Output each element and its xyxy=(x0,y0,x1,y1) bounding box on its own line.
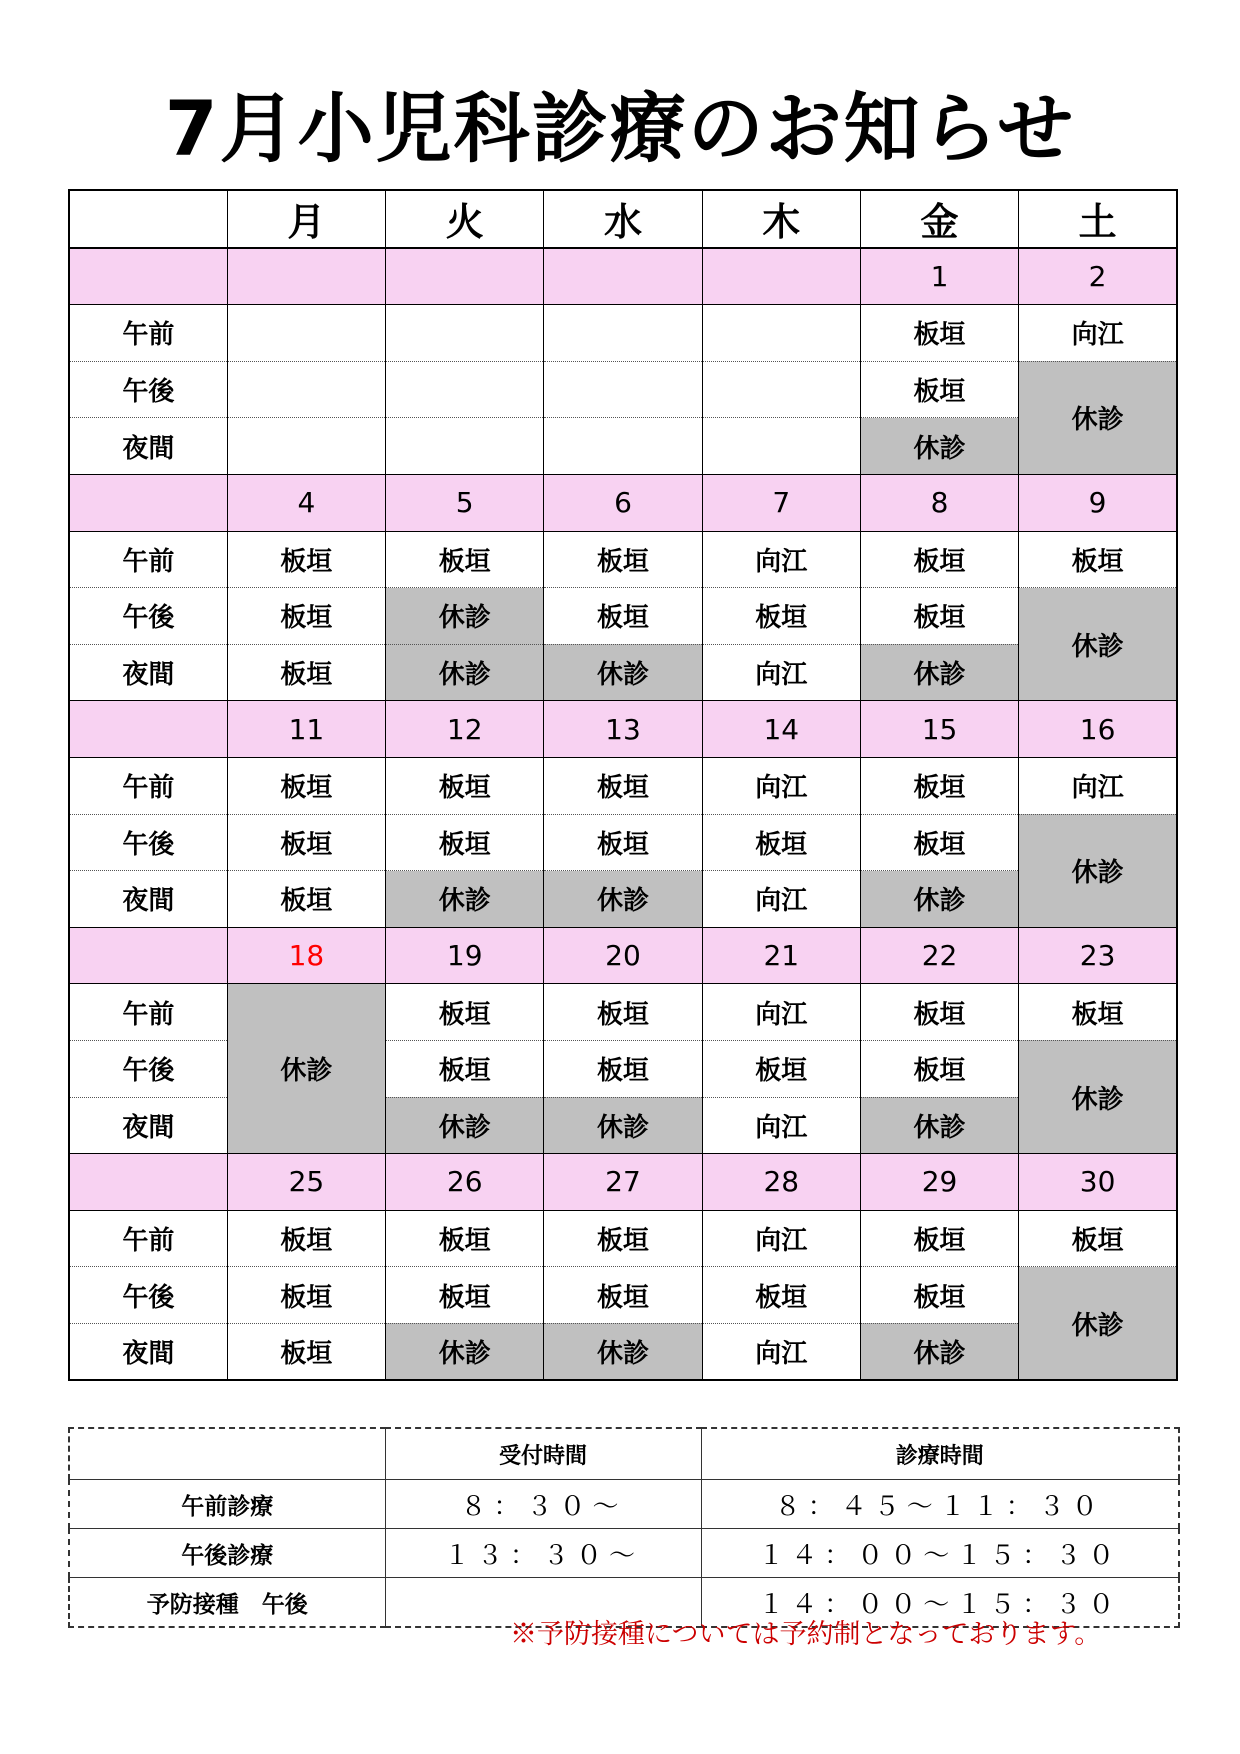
weekday-thu: 木 xyxy=(702,190,860,248)
date-cell xyxy=(544,248,702,305)
corner-cell xyxy=(69,190,227,248)
schedule-cell: 板垣 xyxy=(1019,984,1177,1041)
schedule-cell: 板垣 xyxy=(860,1040,1018,1097)
date-cell: 26 xyxy=(386,1154,544,1211)
holiday-date-cell: 18 xyxy=(227,927,385,984)
slot-label-am: 午前 xyxy=(69,531,227,588)
reception-time: ８：３０～ xyxy=(385,1480,701,1529)
reception-time-header: 受付時間 xyxy=(385,1428,701,1480)
slot-label-am: 午前 xyxy=(69,1210,227,1267)
date-cell: 16 xyxy=(1019,701,1177,758)
week-3-dates xyxy=(69,701,1177,758)
schedule-cell: 向江 xyxy=(702,644,860,701)
closed-cell: 休診 xyxy=(386,588,544,645)
date-cell: 30 xyxy=(1019,1154,1177,1211)
closed-cell: 休診 xyxy=(860,418,1018,475)
week-5-night xyxy=(69,1323,1177,1380)
schedule-cell: 向江 xyxy=(702,871,860,928)
schedule-cell: 向江 xyxy=(702,757,860,814)
week-1-am xyxy=(69,305,1177,362)
date-cell: 9 xyxy=(1019,474,1177,531)
slot-label-night: 夜間 xyxy=(69,644,227,701)
schedule-cell: 板垣 xyxy=(860,1267,1018,1324)
schedule-cell: 板垣 xyxy=(227,1210,385,1267)
week-2-dates xyxy=(69,474,1177,531)
closed-cell: 休診 xyxy=(544,1323,702,1380)
schedule-cell: 向江 xyxy=(1019,305,1177,362)
consult-time: １４：００～１５：３０ xyxy=(701,1578,1179,1628)
schedule-cell: 板垣 xyxy=(227,757,385,814)
schedule-cell xyxy=(702,305,860,362)
closed-cell: 休診 xyxy=(1019,588,1177,701)
closed-cell: 休診 xyxy=(860,1323,1018,1380)
hours-row-am xyxy=(69,1480,1179,1529)
schedule-cell: 板垣 xyxy=(860,531,1018,588)
date-cell: 14 xyxy=(702,701,860,758)
schedule-cell: 板垣 xyxy=(860,305,1018,362)
closed-cell: 休診 xyxy=(544,1097,702,1154)
reception-time: １３：３０～ xyxy=(385,1529,701,1578)
hours-row-label: 午後診療 xyxy=(69,1529,385,1578)
week-4-am xyxy=(69,984,1177,1041)
date-label-cell xyxy=(69,927,227,984)
schedule-cell: 板垣 xyxy=(860,984,1018,1041)
date-label-cell xyxy=(69,1154,227,1211)
slot-label-pm: 午後 xyxy=(69,814,227,871)
date-label-cell xyxy=(69,474,227,531)
schedule-cell: 向江 xyxy=(702,984,860,1041)
date-cell: 29 xyxy=(860,1154,1018,1211)
closed-cell: 休診 xyxy=(386,1097,544,1154)
weekday-mon: 月 xyxy=(227,190,385,248)
closed-cell: 休診 xyxy=(860,1097,1018,1154)
schedule-cell: 板垣 xyxy=(702,1040,860,1097)
schedule-cell: 板垣 xyxy=(227,644,385,701)
schedule-cell: 板垣 xyxy=(386,1040,544,1097)
slot-label-night: 夜間 xyxy=(69,1097,227,1154)
weekday-header-row xyxy=(69,190,1177,248)
hours-table xyxy=(68,1427,1180,1628)
date-cell: 15 xyxy=(860,701,1018,758)
week-2-night xyxy=(69,644,1177,701)
week-1-night xyxy=(69,418,1177,475)
date-cell: 27 xyxy=(544,1154,702,1211)
week-5-am xyxy=(69,1210,1177,1267)
hours-corner-cell xyxy=(69,1428,385,1480)
schedule-cell: 板垣 xyxy=(702,814,860,871)
hours-header-row xyxy=(69,1428,1179,1480)
date-cell: 23 xyxy=(1019,927,1177,984)
schedule-cell xyxy=(227,361,385,418)
schedule-cell xyxy=(227,305,385,362)
schedule-cell xyxy=(544,361,702,418)
slot-label-pm: 午後 xyxy=(69,1267,227,1324)
schedule-cell: 板垣 xyxy=(702,588,860,645)
week-5-dates xyxy=(69,1154,1177,1211)
closed-cell: 休診 xyxy=(386,1323,544,1380)
date-cell: 28 xyxy=(702,1154,860,1211)
schedule-cell: 向江 xyxy=(702,531,860,588)
date-cell: 12 xyxy=(386,701,544,758)
hours-row-pm xyxy=(69,1529,1179,1578)
schedule-cell: 板垣 xyxy=(386,531,544,588)
closed-cell: 休診 xyxy=(544,871,702,928)
schedule-cell: 板垣 xyxy=(386,984,544,1041)
weekday-tue: 火 xyxy=(386,190,544,248)
date-cell: 11 xyxy=(227,701,385,758)
schedule-cell: 板垣 xyxy=(860,757,1018,814)
slot-label-night: 夜間 xyxy=(69,418,227,475)
schedule-cell: 板垣 xyxy=(544,1040,702,1097)
schedule-cell: 板垣 xyxy=(386,814,544,871)
slot-label-am: 午前 xyxy=(69,305,227,362)
hours-row-label: 午前診療 xyxy=(69,1480,385,1529)
week-1-dates xyxy=(69,248,1177,305)
week-3-am xyxy=(69,757,1177,814)
slot-label-pm: 午後 xyxy=(69,588,227,645)
closed-cell: 休診 xyxy=(860,871,1018,928)
date-cell: 5 xyxy=(386,474,544,531)
consult-time: １４：００～１５：３０ xyxy=(701,1529,1179,1578)
week-4-dates xyxy=(69,927,1177,984)
week-3-night xyxy=(69,871,1177,928)
consult-time-header: 診療時間 xyxy=(701,1428,1179,1480)
slot-label-pm: 午後 xyxy=(69,361,227,418)
schedule-cell xyxy=(544,418,702,475)
schedule-cell: 向江 xyxy=(1019,757,1177,814)
schedule-cell: 向江 xyxy=(702,1323,860,1380)
weekday-wed: 水 xyxy=(544,190,702,248)
schedule-cell: 板垣 xyxy=(544,757,702,814)
closed-cell: 休診 xyxy=(1019,1267,1177,1381)
date-cell: 25 xyxy=(227,1154,385,1211)
date-label-cell xyxy=(69,701,227,758)
closed-cell: 休診 xyxy=(227,984,385,1154)
schedule-cell: 板垣 xyxy=(702,1267,860,1324)
date-cell: 20 xyxy=(544,927,702,984)
schedule-cell: 板垣 xyxy=(544,814,702,871)
closed-cell: 休診 xyxy=(1019,1040,1177,1153)
date-cell: 4 xyxy=(227,474,385,531)
closed-cell: 休診 xyxy=(544,644,702,701)
schedule-cell: 板垣 xyxy=(860,361,1018,418)
schedule-cell xyxy=(227,418,385,475)
schedule-cell xyxy=(386,418,544,475)
schedule-cell: 板垣 xyxy=(227,871,385,928)
schedule-cell: 板垣 xyxy=(227,588,385,645)
slot-label-am: 午前 xyxy=(69,757,227,814)
closed-cell: 休診 xyxy=(386,871,544,928)
schedule-cell xyxy=(386,305,544,362)
schedule-cell: 板垣 xyxy=(227,814,385,871)
reservation-note: ※予防接種については予約制となっております。 xyxy=(510,1619,1102,1650)
schedule-cell: 向江 xyxy=(702,1210,860,1267)
schedule-cell: 板垣 xyxy=(386,1210,544,1267)
slot-label-night: 夜間 xyxy=(69,1323,227,1380)
date-cell: 22 xyxy=(860,927,1018,984)
schedule-cell: 板垣 xyxy=(860,814,1018,871)
schedule-cell: 向江 xyxy=(702,1097,860,1154)
schedule-cell: 板垣 xyxy=(1019,1210,1177,1267)
schedule-cell xyxy=(544,305,702,362)
week-2-am xyxy=(69,531,1177,588)
schedule-cell: 板垣 xyxy=(544,531,702,588)
schedule-cell: 板垣 xyxy=(544,984,702,1041)
date-cell: 8 xyxy=(860,474,1018,531)
schedule-cell: 板垣 xyxy=(386,757,544,814)
page-title: 7月小児科診療のお知らせ xyxy=(164,84,1076,173)
schedule-cell: 板垣 xyxy=(544,588,702,645)
schedule-cell: 板垣 xyxy=(386,1267,544,1324)
date-cell: 7 xyxy=(702,474,860,531)
slot-label-am: 午前 xyxy=(69,984,227,1041)
week-1-pm xyxy=(69,361,1177,418)
date-cell: 6 xyxy=(544,474,702,531)
date-cell xyxy=(227,248,385,305)
hours-row-label: 予防接種 午後 xyxy=(69,1578,385,1628)
closed-cell: 休診 xyxy=(1019,361,1177,474)
schedule-cell: 板垣 xyxy=(544,1210,702,1267)
schedule-cell xyxy=(386,361,544,418)
schedule-cell: 板垣 xyxy=(860,588,1018,645)
schedule-cell: 板垣 xyxy=(860,1210,1018,1267)
date-cell xyxy=(702,248,860,305)
date-cell: 2 xyxy=(1019,248,1177,305)
schedule-cell: 板垣 xyxy=(1019,531,1177,588)
closed-cell: 休診 xyxy=(860,644,1018,701)
week-5-pm xyxy=(69,1267,1177,1324)
date-cell: 21 xyxy=(702,927,860,984)
closed-cell: 休診 xyxy=(1019,814,1177,927)
slot-label-pm: 午後 xyxy=(69,1040,227,1097)
week-2-pm xyxy=(69,588,1177,645)
schedule-cell xyxy=(702,418,860,475)
schedule-cell: 板垣 xyxy=(227,1267,385,1324)
date-cell: 19 xyxy=(386,927,544,984)
schedule-cell: 板垣 xyxy=(544,1267,702,1324)
schedule-cell xyxy=(702,361,860,418)
date-label-cell xyxy=(69,248,227,305)
weekday-sat: 土 xyxy=(1019,190,1177,248)
consult-time: ８：４５～１１：３０ xyxy=(701,1480,1179,1529)
schedule-cell: 板垣 xyxy=(227,1323,385,1380)
date-cell: 13 xyxy=(544,701,702,758)
schedule-cell: 板垣 xyxy=(227,531,385,588)
week-3-pm xyxy=(69,814,1177,871)
schedule-calendar xyxy=(68,189,1178,1381)
weekday-fri: 金 xyxy=(860,190,1018,248)
date-cell xyxy=(386,248,544,305)
slot-label-night: 夜間 xyxy=(69,871,227,928)
closed-cell: 休診 xyxy=(386,644,544,701)
date-cell: 1 xyxy=(860,248,1018,305)
